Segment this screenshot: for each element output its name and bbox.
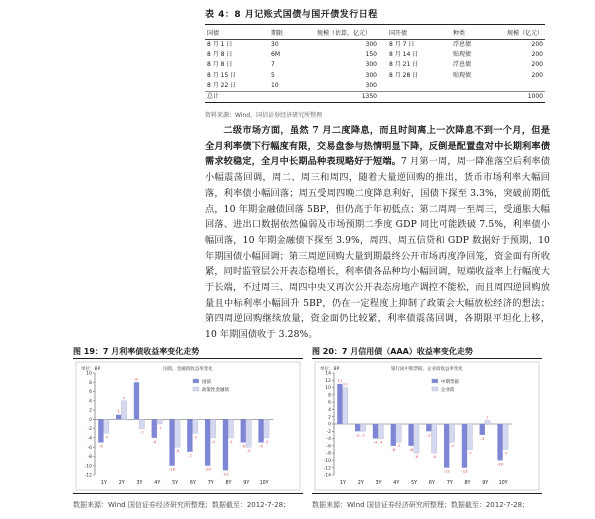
bar-a xyxy=(258,419,263,442)
table-row xyxy=(205,40,545,51)
data-label: 4 xyxy=(122,394,126,400)
x-tick-label: 10Y xyxy=(498,481,508,486)
data-label: -12 xyxy=(443,468,450,474)
table-row xyxy=(205,81,545,92)
data-label: -2 xyxy=(139,429,144,435)
data-label: -12 xyxy=(461,468,468,474)
bar-a xyxy=(116,415,121,420)
legend-label: 政策性金融债 xyxy=(201,388,229,393)
y-tick-label: 2 xyxy=(328,415,331,421)
legend-label: 国债 xyxy=(201,380,211,385)
x-tick-label: 9Y xyxy=(243,481,250,486)
col-header: 国开债 xyxy=(379,25,451,40)
y-tick-label: -14 xyxy=(323,473,331,479)
y-tick-label: 2 xyxy=(89,408,92,414)
x-tick-label: 2Y xyxy=(118,481,125,486)
x-tick-label: 10Y xyxy=(259,481,269,486)
data-label: -4 xyxy=(152,438,157,444)
col-header: 国债 xyxy=(205,25,269,40)
figure20-source: 数据来源：Wind 国信证券经济研究所整理；数据截至：2012-7-28； xyxy=(312,501,530,509)
y-tick-label: -8 xyxy=(326,451,331,457)
table-cell: 8 月 28 日 xyxy=(389,71,419,79)
data-label: -6 xyxy=(246,448,251,454)
x-tick-label: 7Y xyxy=(207,481,214,486)
data-label: -2 xyxy=(355,432,360,438)
bar-b xyxy=(343,388,348,424)
bar-b xyxy=(503,424,508,450)
bar-a xyxy=(241,419,246,442)
chart-inner-title: 国债，金融债收益率变化 xyxy=(163,367,213,372)
col-header: 种类 xyxy=(451,25,505,40)
y-tick-label: 6 xyxy=(328,400,331,406)
table-cell: 200 xyxy=(531,51,543,59)
table-cell: 1350 xyxy=(315,92,379,103)
data-label: -6 xyxy=(175,448,180,454)
data-label: -10 xyxy=(496,461,504,467)
table-cell: 300 xyxy=(365,41,377,48)
bar-a xyxy=(355,424,360,431)
bar-a xyxy=(480,424,485,435)
chart-inner-title: 银行间中期票据、企业债收益率变化 xyxy=(391,367,463,372)
y-tick-label: 8 xyxy=(328,393,331,399)
figure20-chart xyxy=(312,359,542,493)
figure19-chart xyxy=(73,359,303,493)
bar-b xyxy=(210,419,215,438)
data-label: -5 xyxy=(98,443,103,449)
data-label: -3 xyxy=(193,434,198,440)
x-tick-label: 4Y xyxy=(393,481,400,486)
table-cell: 30 xyxy=(271,41,279,48)
y-tick-label: 14 xyxy=(325,371,331,377)
chart-unit: 单位：BP xyxy=(81,367,101,372)
x-tick-label: 4Y xyxy=(154,481,161,486)
table-cell: 8 月 21 日 xyxy=(389,61,419,69)
y-tick-label: 4 xyxy=(89,399,92,405)
bar-a xyxy=(205,419,210,465)
data-label: -3 xyxy=(104,434,109,440)
issuance-table xyxy=(205,24,545,103)
x-tick-label: 6Y xyxy=(428,481,435,486)
table-cell: 200 xyxy=(531,61,543,69)
table-cell: 8 月 8 日 xyxy=(207,51,233,59)
table-cell: 7 xyxy=(271,61,275,69)
table-cell: 200 xyxy=(531,41,543,48)
table-cell xyxy=(269,92,315,103)
y-tick-label: 0 xyxy=(328,422,331,428)
legend-swatch xyxy=(193,379,199,383)
table-cell: 6M xyxy=(271,51,280,59)
x-tick-label: 1Y xyxy=(100,481,107,486)
figure19-title: 图 19：7 月利率债收益率变化走势 xyxy=(73,347,200,356)
bar-b xyxy=(104,419,109,433)
y-tick-label: -4 xyxy=(326,437,331,443)
legend-swatch xyxy=(432,379,438,383)
x-tick-label: 6Y xyxy=(189,481,196,486)
x-tick-label: 5Y xyxy=(411,481,418,486)
bar-b xyxy=(485,420,490,424)
table-cell xyxy=(379,81,451,92)
data-label: -4 xyxy=(264,438,269,444)
bar-a xyxy=(462,424,467,468)
data-label: -7 xyxy=(187,452,192,458)
data-label: 10 xyxy=(342,381,348,387)
table-cell: 10 xyxy=(271,81,279,89)
figure20-frame xyxy=(312,358,542,494)
bar-a xyxy=(187,419,192,451)
data-label: 8 xyxy=(135,376,138,382)
data-label: -2 xyxy=(426,432,431,438)
bar-b xyxy=(157,419,162,424)
bar-a xyxy=(337,384,342,424)
y-tick-label: 10 xyxy=(325,386,331,392)
table-title: 表 4：8 月记账式国债与国开债发行日程 xyxy=(205,10,378,20)
data-label: 1 xyxy=(486,414,489,420)
chart-unit: 单位：BP xyxy=(320,367,340,372)
figure19-frame xyxy=(73,358,303,494)
x-tick-label: 9Y xyxy=(482,481,489,486)
y-tick-label: 6 xyxy=(89,390,92,396)
data-label: -6 xyxy=(391,446,396,452)
data-label: 11 xyxy=(337,377,343,383)
table-cell xyxy=(379,92,451,103)
table-row xyxy=(205,60,545,70)
bar-b xyxy=(139,419,144,428)
y-tick-label: -8 xyxy=(87,455,92,461)
data-label: -8 xyxy=(414,454,419,460)
x-tick-label: 8Y xyxy=(225,481,232,486)
table-cell: 300 xyxy=(365,61,377,69)
data-label: -11 xyxy=(222,471,229,477)
bar-a xyxy=(98,419,103,442)
data-label: -5 xyxy=(241,443,246,449)
y-tick-label: 0 xyxy=(89,417,92,423)
data-label: 1 xyxy=(117,408,120,414)
table-cell: 8 月 8 日 xyxy=(207,61,233,69)
data-label: -7 xyxy=(467,450,472,456)
paragraph-lead: 二级市场方面，虽然 7 月二度降息，而且时间离上一次降息不到一个月，但是全月利率债下行幅度有限，交易盘参与热情明显下降，反倒是配置盘对中长期利率债需求较稳定，全月中长期品种表现略好于短端。 xyxy=(205,125,550,168)
table-cell xyxy=(451,81,505,92)
table-cell: 浮息债 xyxy=(453,61,472,69)
bar-b xyxy=(467,424,472,450)
table-cell: 浮息债 xyxy=(453,41,472,48)
bar-a xyxy=(408,424,413,446)
table-source: 资料来源：Wind，国信证券经济研究所整理 xyxy=(205,112,323,119)
y-tick-label: 10 xyxy=(86,371,92,377)
y-tick-label: -2 xyxy=(87,427,92,433)
table-cell: 8 月 7 日 xyxy=(389,41,415,48)
data-label: -2 xyxy=(361,432,365,438)
data-label: -4 xyxy=(211,438,215,444)
table-cell: 总计 xyxy=(205,92,269,103)
bar-b xyxy=(449,424,454,442)
data-label: -5 xyxy=(259,443,263,449)
bar-a xyxy=(169,419,174,465)
bar-b xyxy=(378,424,383,439)
table-header-row xyxy=(205,25,545,40)
x-tick-label: 5Y xyxy=(172,481,179,486)
x-tick-label: 8Y xyxy=(464,481,471,486)
table-row xyxy=(205,71,545,81)
table-cell: 8 月 1 日 xyxy=(207,41,233,48)
col-header: 规模（亿元） xyxy=(505,25,545,40)
data-label: -8 xyxy=(432,454,437,460)
y-tick-label: -12 xyxy=(84,473,92,479)
legend-swatch xyxy=(432,387,438,391)
y-tick-label: 8 xyxy=(89,380,92,386)
table-cell xyxy=(451,92,505,103)
bar-a xyxy=(373,424,378,439)
table-cell xyxy=(505,81,545,92)
y-tick-label: 12 xyxy=(325,378,331,384)
bar-b xyxy=(228,419,233,438)
x-tick-label: 2Y xyxy=(357,481,364,486)
table-cell: 贴现债 xyxy=(453,71,472,79)
y-tick-label: -6 xyxy=(87,445,92,451)
data-label: -7 xyxy=(503,450,508,456)
data-label: -5 xyxy=(450,443,454,449)
data-label: -4 xyxy=(378,439,383,445)
legend-label: 中期票据 xyxy=(440,380,459,385)
bar-b xyxy=(360,424,365,431)
bar-b xyxy=(121,401,126,420)
table-cell: 150 xyxy=(365,51,377,59)
bar-b xyxy=(264,419,269,438)
x-tick-label: 3Y xyxy=(375,481,382,486)
bar-a xyxy=(426,424,431,431)
data-label: -10 xyxy=(168,466,176,472)
bar-b xyxy=(193,419,198,433)
bar-a xyxy=(391,424,396,446)
data-label: -1 xyxy=(157,425,162,430)
bar-a xyxy=(444,424,449,468)
y-tick-label: -2 xyxy=(326,429,331,435)
bar-a xyxy=(152,419,157,438)
data-label: -3 xyxy=(480,435,485,441)
table-row xyxy=(205,50,545,60)
bar-b xyxy=(432,424,437,453)
col-header: 规模（估算，亿元） xyxy=(315,25,379,40)
x-tick-label: 7Y xyxy=(446,481,453,486)
x-tick-label: 3Y xyxy=(136,481,143,486)
data-label: -4 xyxy=(228,438,233,444)
table-cell: 300 xyxy=(365,71,377,79)
legend-swatch xyxy=(193,387,199,391)
data-label: -10 xyxy=(204,466,211,472)
data-label: -6 xyxy=(409,446,413,452)
col-header: 期限 xyxy=(269,25,315,40)
figure19-source: 数据来源：Wind 国信证券经济研究所整理；数据截至：2012-7-28； xyxy=(73,501,291,509)
y-tick-label: -6 xyxy=(326,444,331,450)
table-cell: 200 xyxy=(531,71,543,79)
analysis-paragraph xyxy=(205,123,550,343)
bar-b xyxy=(414,424,419,453)
table-cell: 贴现债 xyxy=(453,51,472,59)
bar-b xyxy=(175,419,180,447)
y-tick-label: -4 xyxy=(87,436,92,442)
bar-b xyxy=(396,424,401,442)
table-cell: 1000 xyxy=(505,92,545,103)
bar-b xyxy=(246,419,251,447)
y-tick-label: -12 xyxy=(323,466,331,472)
legend-label: 企业债 xyxy=(440,388,455,393)
table-total-row xyxy=(205,92,545,103)
table-cell: 5 xyxy=(271,71,275,79)
bar-a xyxy=(497,424,502,460)
bar-a xyxy=(134,382,139,419)
table-cell: 8 月 22 日 xyxy=(207,81,237,89)
table-cell: 300 xyxy=(365,81,377,89)
data-label: -5 xyxy=(396,443,401,449)
x-tick-label: 1Y xyxy=(339,481,346,486)
table-cell: 8 月 15 日 xyxy=(207,71,237,79)
data-label: -4 xyxy=(373,439,378,445)
bar-a xyxy=(223,419,228,470)
y-tick-label: -10 xyxy=(84,464,92,470)
y-tick-label: 4 xyxy=(328,408,331,414)
paragraph-body: 7 月第一周，周一降准落空后利率债小幅震荡回调，周二、周三和周四，随着大量逆回购的推出，货币市场利率大幅回落，利率债小幅回落；周五受周四晚二度降息利好，国债下探至 3.3%，突破前期低点，10 年期金融债回落 5BP，但仍高于年初低点；第二周周一至周三，受通胀大幅回落、进出口数据依然偏弱及市场预期二季度 GDP 同比可能跌破 7.5%，利率债小幅回落，10 年期金融债下探至 3.9%，周四、周五信贷和 GDP 数据好于预期，10 年期国债小幅回调；第三周逆回购大量到期最终公开市场再度净回笼，资金面有所收紧，同时监管层公开表态稳增长，利率债各品种均小幅回调，短端收益率上行幅度大于长端，不过周三、周四中央又再次公开表态房地产调控不能松，而且周四逆回购放量且中标利率小幅回升 5BP，仍在一定程度上抑制了政策会大幅放松经济的想法；第四周逆回购继续放量，资金面仍比较紧，利率债震荡回调，各期限平坦化上移，10 年期国债收于 3.28%。 xyxy=(205,156,550,341)
table-cell: 8 月 14 日 xyxy=(389,51,419,59)
y-tick-label: -10 xyxy=(323,459,331,465)
figure20-title: 图 20：7 月信用债（AAA）收益率变化走势 xyxy=(312,347,473,356)
